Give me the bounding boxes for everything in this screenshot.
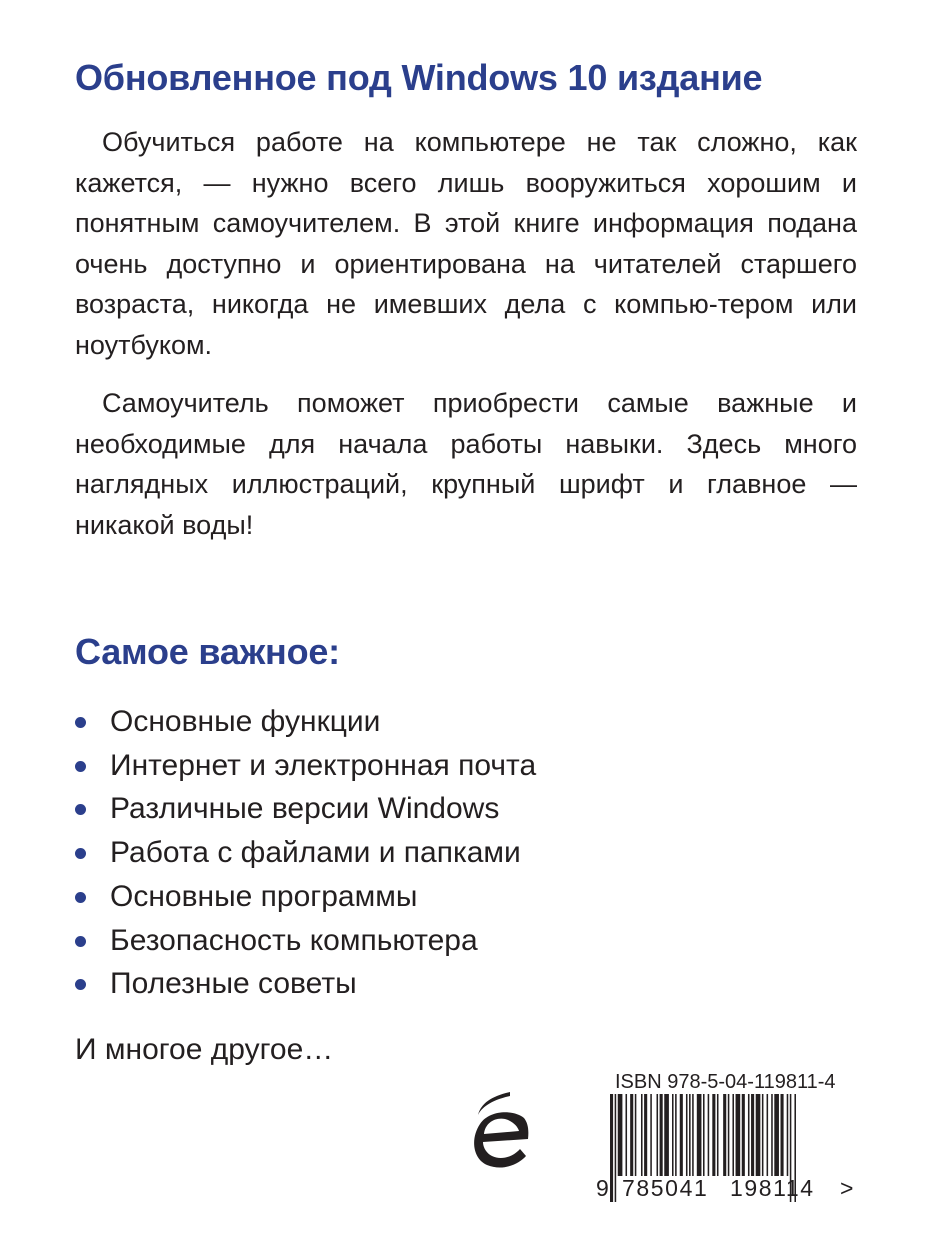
barcode-bar — [774, 1094, 779, 1176]
barcode-bar — [756, 1094, 761, 1176]
page-title: Обновленное под Windows 10 издание — [75, 57, 763, 98]
barcode-bar — [650, 1094, 652, 1176]
barcode-bar — [686, 1094, 688, 1176]
features-list — [75, 700, 536, 1006]
bullet-dot-icon — [75, 717, 86, 728]
feature-item-label: Работа с файлами и папками — [110, 836, 521, 870]
barcode-bar — [781, 1094, 784, 1176]
description-paragraph-1: Обучиться работе на компьютере не так сложно, как кажется, — нужно всего лишь вооружиться хорошим и понятным самоучителем. В этой книге информация подана очень доступно и ориентирована на читателей старшего возраста, никогда не имевших дела с компью-тером или ноутбуком. — [75, 127, 857, 360]
feature-item-label: Интернет и электронная почта — [110, 748, 537, 782]
barcode-bar — [626, 1094, 628, 1176]
feature-item-label: Различные версии Windows — [110, 792, 500, 826]
bullet-dot-icon — [75, 892, 86, 903]
barcode-bar — [728, 1094, 730, 1176]
barcode-bar — [672, 1094, 674, 1176]
bullet-dot-icon — [75, 761, 86, 772]
description-paragraph-2: Самоучитель поможет приобрести самые важные и необходимые для начала работы навыки. Здесь много наглядных иллюстраций, крупный шрифт и главное — никакой воды! — [75, 388, 857, 540]
barcode-digits — [596, 1174, 856, 1204]
feature-item-label: Полезные советы — [110, 967, 357, 1001]
barcode-bar — [697, 1094, 702, 1176]
feature-item-label: Основные функции — [110, 705, 381, 738]
barcode-bar — [703, 1094, 705, 1176]
feature-item — [75, 831, 536, 875]
publisher-logo-icon — [470, 1092, 530, 1180]
barcode-bar — [787, 1094, 789, 1176]
barcode-bar — [635, 1094, 637, 1176]
barcode-bar — [675, 1094, 677, 1176]
barcode-bar — [717, 1094, 719, 1176]
more-text: И многое другое… — [75, 1033, 334, 1066]
barcode-bar — [680, 1094, 683, 1176]
barcode-bar — [742, 1094, 745, 1176]
barcode-bar — [689, 1094, 691, 1176]
barcode-bar — [618, 1094, 623, 1176]
barcode-bar — [712, 1094, 715, 1176]
bullet-dot-icon — [75, 848, 86, 859]
feature-item — [75, 875, 536, 919]
barcode-bar — [751, 1094, 754, 1176]
barcode-bar — [660, 1094, 663, 1176]
barcode-bar — [748, 1094, 750, 1176]
feature-item — [75, 787, 536, 831]
barcode-digits-left: 785041 — [622, 1175, 709, 1201]
barcode-bar — [732, 1094, 734, 1176]
bullet-dot-icon — [75, 804, 86, 815]
feature-item — [75, 744, 536, 788]
bullet-dot-icon — [75, 979, 86, 990]
barcode-bar — [657, 1094, 659, 1176]
feature-item — [75, 919, 536, 963]
feature-item — [75, 962, 536, 1006]
barcode-bar — [644, 1094, 647, 1176]
barcode-bar — [736, 1094, 741, 1176]
feature-item-label: Основные программы — [110, 879, 418, 913]
barcode-bar — [692, 1094, 694, 1176]
feature-item-label: Безопасность компьютера — [110, 923, 478, 957]
barcode-bar — [762, 1094, 764, 1176]
barcode-quiet-zone-marker: > — [840, 1175, 854, 1201]
barcode-bar — [641, 1094, 643, 1176]
isbn-text: ISBN 978-5-04-119811-4 — [615, 1071, 836, 1093]
feature-item — [75, 700, 536, 744]
barcode-bar — [708, 1094, 710, 1176]
barcode-bar — [767, 1094, 769, 1176]
barcode-bar — [630, 1094, 633, 1176]
features-heading: Самое важное: — [75, 631, 340, 672]
barcode-bar — [664, 1094, 669, 1176]
bullet-dot-icon — [75, 936, 86, 947]
barcode-digit-first: 9 — [596, 1175, 609, 1201]
barcode-digits-right: 198114 — [730, 1175, 815, 1201]
barcode-bar — [771, 1094, 773, 1176]
barcode-bar — [723, 1094, 726, 1176]
